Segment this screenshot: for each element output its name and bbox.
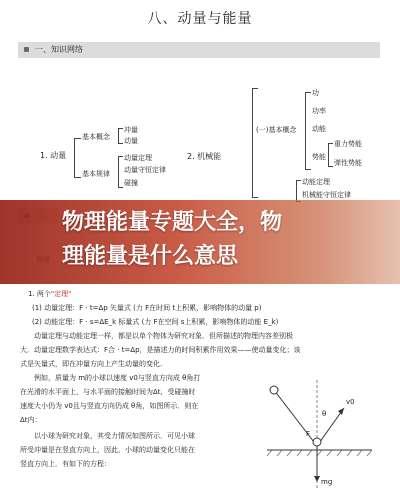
bracket-concepts [118, 128, 123, 144]
map-item-potential-energy: 势能 [312, 153, 326, 161]
force-label: F [306, 430, 311, 438]
title-banner-overlay [0, 200, 400, 284]
bracket-right-root-bottom [252, 197, 258, 198]
map-root-momentum: 1. 动量 [40, 151, 67, 160]
weight-label: mg [321, 478, 333, 486]
bracket-potential [328, 143, 333, 167]
map-item-gravitational-pe: 重力势能 [334, 140, 362, 148]
body-kinetic-theorem: (2) 动能定理：F · s=ΔE_k 标量式 (力 F在空间 s上积累，影响物体的动能 E_k) [32, 318, 279, 326]
body-paragraph-line: Δt内： [20, 416, 42, 424]
map-label-laws: 基本规律 [82, 170, 110, 178]
map-item-impulse: 冲量 [124, 126, 138, 134]
bullet-icon [24, 47, 29, 52]
map-item-kinetic-theorem: 动能定理 [302, 178, 330, 186]
bracket-laws [118, 156, 123, 188]
bracket-right-root-top [252, 88, 258, 89]
map-item-collision: 碰撞 [124, 179, 138, 187]
bracket-left-root [74, 138, 81, 178]
section-header-knowledge-network [18, 42, 380, 58]
body-paragraph-line: 以小球为研究对象，其受力情况如图所示．可见小球 [34, 432, 195, 440]
body-heading-two-theorems [28, 290, 71, 299]
map-item-elastic-pe: 弹性势能 [334, 159, 362, 167]
map-item-power: 功率 [312, 107, 326, 115]
map-item-kinetic-energy: 动能 [312, 125, 326, 133]
document-title: 八、动量与能量 [147, 11, 253, 27]
body-paragraph-line: 式是矢量式，即在冲量方向上产生动量的变化． [20, 360, 167, 368]
angle-label: θ [322, 410, 327, 418]
body-paragraph-line: 所受冲量是在竖直方向上，因此，小球的动量变化只能在 [20, 446, 195, 454]
map-item-energy-conservation: 机械能守恒定律 [302, 191, 351, 199]
bracket-energy-laws [296, 180, 301, 202]
ground-hatching [267, 450, 372, 456]
weight-arrow-icon [314, 476, 320, 482]
arrow-head-icon [338, 408, 344, 415]
map-item-momentum-theorem: 动量定理 [124, 154, 152, 162]
body-paragraph-line: 在光滑的水平面上，与水平面的接触时间为Δt，受碰撞时 [20, 388, 196, 396]
bracket-basic-concepts [305, 92, 311, 170]
map-item-momentum: 动量 [124, 137, 138, 145]
map-item-work: 功 [312, 89, 319, 97]
map-label-basic-concepts: (一)基本概念 [256, 126, 297, 134]
map-item-momentum-conservation: 动量守恒定律 [124, 166, 166, 174]
body-paragraph-line: 速度大小仍为 v0且与竖直方向仍成 θ角，如图所示．则在 [20, 402, 199, 410]
incoming-velocity-line [274, 390, 317, 446]
body-paragraph-line: 动量定理与动能定理一样，都是以单个物体为研究对象．但所描述的物理内容差别极 [34, 332, 293, 340]
ball-icon [313, 438, 321, 446]
velocity-label: v0 [346, 398, 355, 406]
body-momentum-theorem: (1) 动量定理：F · t=Δp 矢量式 (力 F在时间 t上积累，影响物体的动量 p) [32, 304, 262, 312]
ball-start-icon [270, 386, 278, 394]
map-root-mechanical-energy: 2. 机械能 [187, 152, 222, 161]
collision-diagram [262, 380, 382, 490]
banner-title-line-2: 理能量是什么意思 [62, 244, 239, 269]
body-paragraph-line: 竖直方向上．有如下的方程： [20, 460, 111, 468]
body-heading-highlight: "定理" [50, 290, 72, 298]
banner-title-line-1: 物理能量专题大全，物 [62, 210, 283, 235]
bracket-right-root [252, 88, 253, 198]
body-heading-prefix: 1. 两个 [28, 290, 51, 298]
section-header-label: 一、知识网络 [35, 45, 83, 54]
body-paragraph-line: 大．动量定理数学表达式：F合 · t=Δp，是描述力的时间积累作用效果——使动量变化；该 [20, 346, 301, 354]
map-label-concepts: 基本概念 [82, 133, 110, 141]
body-paragraph-line: 例如，质量为 m的小球以速度 v0与竖直方向成 θ角打 [34, 374, 201, 382]
